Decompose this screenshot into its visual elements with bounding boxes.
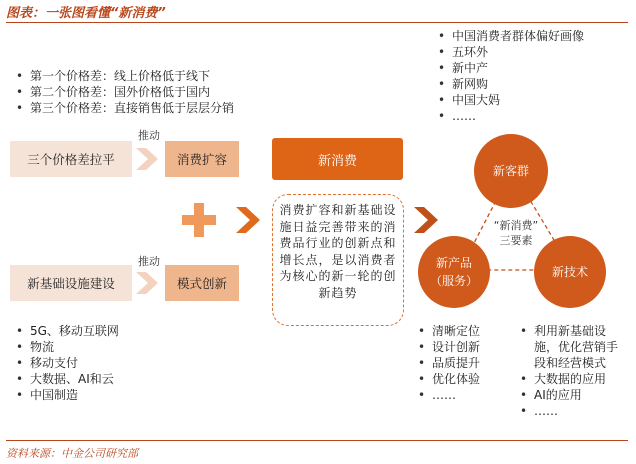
chevron-right-icon: [136, 148, 160, 170]
list-item: • 大数据的应用: [520, 371, 626, 387]
new-infrastructure-box: 新基础设施建设: [10, 265, 132, 301]
consumption-expansion-box: 消费扩容: [165, 141, 239, 177]
list-item: • 物流: [16, 339, 119, 355]
plus-icon: [182, 203, 216, 237]
infrastructure-list: [16, 323, 119, 403]
center-label-line: 三要素: [499, 234, 533, 247]
circle-label: 新技术: [551, 265, 588, 279]
new-consumption-box: 新消费: [272, 138, 403, 180]
list-item: • 中国消费者群体偏好画像: [438, 28, 584, 44]
list-item: • 第一个价格差：线上价格低于线下: [16, 68, 234, 84]
product-points-list: [418, 323, 480, 403]
list-item: • 移动支付: [16, 355, 119, 371]
list-item: • 品质提升: [418, 355, 480, 371]
list-item: • ……: [520, 403, 626, 419]
list-item: • 5G、移动互联网: [16, 323, 119, 339]
list-item: • 优化体验: [418, 371, 480, 387]
source-note: 资料来源：中金公司研究部: [6, 447, 138, 460]
list-item: • ……: [418, 387, 480, 403]
circle-label: （服务）: [429, 274, 478, 288]
center-label-line: “新消费”: [493, 219, 539, 232]
new-consumption-description: 消费扩容和新基础设施日益完善带来的消费品行业的创新点和增长点，是以消费者为核心的新一轮的创新趋势: [272, 194, 404, 326]
list-item: • AI的应用: [520, 387, 626, 403]
arrow-right-icon: [236, 207, 266, 233]
circle-label: 新客群: [492, 164, 529, 178]
triangle-center-label: [486, 218, 546, 248]
list-item: • 新中产: [438, 60, 584, 76]
circle-label: 新产品: [435, 256, 472, 270]
chevron-right-icon: [136, 272, 160, 294]
tech-points-list: [520, 323, 626, 419]
list-item: • 中国制造: [16, 387, 119, 403]
consumer-groups-list: [438, 28, 584, 124]
list-item: • ……: [438, 108, 584, 124]
list-item: • 清晰定位: [418, 323, 480, 339]
push-label: 推动: [138, 255, 160, 268]
list-item: • 新网购: [438, 76, 584, 92]
new-customers-circle: [474, 134, 548, 208]
price-gaps-list: [16, 68, 234, 116]
list-item: • 大数据、AI和云: [16, 371, 119, 387]
list-item: • 利用新基础设施，优化营销手段和经营模式: [520, 323, 626, 371]
list-item: • 设计创新: [418, 339, 480, 355]
list-item: • 第三个价格差：直接销售低于层层分销: [16, 100, 234, 116]
header-divider: [6, 22, 628, 23]
list-item: • 中国大妈: [438, 92, 584, 108]
list-item: • 五环外: [438, 44, 584, 60]
list-item: • 第二个价格差：国外价格低于国内: [16, 84, 234, 100]
price-gap-leveling-box: 三个价格差拉平: [10, 141, 132, 177]
figure-title: 图表：一张图看懂“新消费”: [6, 6, 166, 21]
new-products-circle: [418, 236, 490, 308]
push-label: 推动: [138, 129, 160, 142]
footer-divider: [6, 440, 628, 441]
model-innovation-box: 模式创新: [165, 265, 239, 301]
